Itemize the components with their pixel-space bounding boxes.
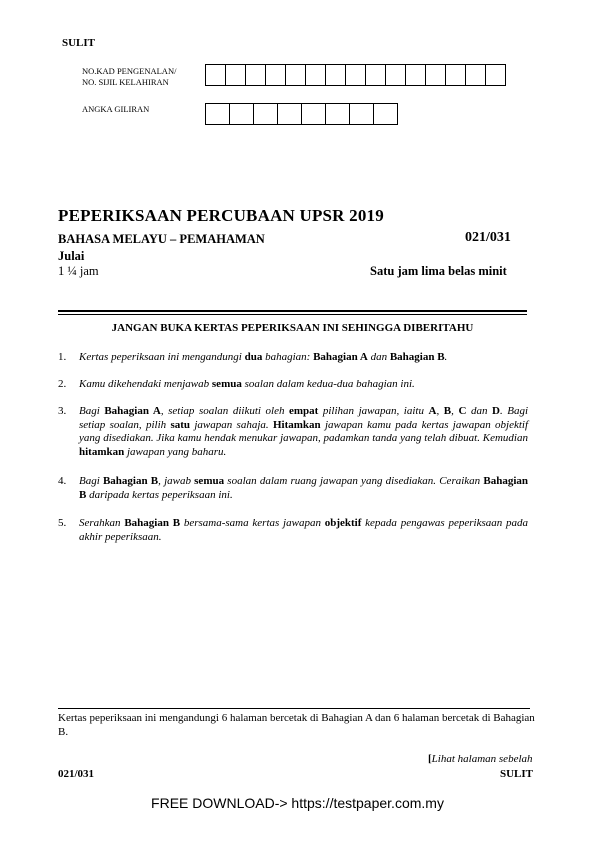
instruction-text: Kertas peperiksaan ini mengandungi dua bahagian: Bahagian A dan Bahagian B. [79,351,448,363]
id-box[interactable] [325,64,346,86]
id-box[interactable] [485,64,506,86]
turn-box[interactable] [349,103,374,125]
instruction-text: Serahkan Bahagian B bersama-sama kertas jawapan objektif kepada pengawas peperiksaan pada akhir peperiksaan. [79,517,529,543]
turn-box[interactable] [301,103,326,125]
instruction-number: 4. [58,475,67,487]
exam-duration: 1 ¼ jam [58,264,99,278]
turn-number-boxes[interactable] [206,103,398,125]
id-box[interactable] [365,64,386,86]
instruction-item [58,351,528,365]
id-box[interactable] [245,64,266,86]
id-box[interactable] [305,64,326,86]
turn-page-note [428,753,533,765]
exam-month: Julai [58,249,85,263]
id-box[interactable] [445,64,466,86]
page-count-note: Kertas peperiksaan ini mengandungi 6 halaman bercetak di Bahagian A dan 6 halaman bercetak di Bahagian B. [58,712,535,738]
download-link[interactable]: FREE DOWNLOAD-> https://testpaper.com.my [151,795,444,811]
turn-box[interactable] [277,103,302,125]
id-box[interactable] [285,64,306,86]
turn-number-label: ANGKA GILIRAN [82,104,150,114]
instruction-text: Bagi Bahagian B, jawab semua soalan dalam ruang jawapan yang disediakan. Ceraikan Bahagian B daripada kertas peperiksaan ini. [79,475,528,501]
instruction-text: Kamu dikehendaki menjawab semua soalan dalam kedua-dua bahagian ini. [79,378,415,390]
classification-top: SULIT [62,37,96,49]
instruction-number: 5. [58,517,67,529]
id-box[interactable] [465,64,486,86]
footer-divider [58,708,530,709]
divider-thin [58,314,527,315]
classification-bottom: SULIT [500,768,534,780]
instruction-item [58,517,528,544]
id-box[interactable] [205,64,226,86]
instruction-number: 3. [58,405,67,417]
turn-bracket: [ [428,753,432,765]
id-label-line1: NO.KAD PENGENALAN/ [82,66,177,76]
id-box[interactable] [225,64,246,86]
turn-box[interactable] [253,103,278,125]
instruction-text: Bagi Bahagian A, setiap soalan diikuti oleh empat pilihan jawapan, iaitu A, B, C dan D. Bagi setiap soalan, pilih satu jawapan sahaja. Hitamkan jawapan kamu pada kertas jawapan objektif yang disediakan. Jika kamu hendak menukar jawapan, padamkan tanda yang telah dibuat. Kemudian hitamkan jawapan yang baharu. [79,405,529,458]
instruction-number: 1. [58,351,67,363]
turn-box[interactable] [373,103,398,125]
turn-box[interactable] [325,103,350,125]
instruction-item [58,475,528,502]
turn-page-text: Lihat halaman sebelah [431,753,533,765]
instruction-number: 2. [58,378,67,390]
exam-code: 021/031 [465,230,511,245]
exam-subject: BAHASA MELAYU – PEMAHAMAN [58,232,265,246]
id-box[interactable] [385,64,406,86]
footer-code: 021/031 [58,768,95,780]
instruction-item [58,405,528,459]
id-box[interactable] [265,64,286,86]
warning-text: JANGAN BUKA KERTAS PEPERIKSAAN INI SEHINGGA DIBERITAHU [111,322,474,334]
turn-box[interactable] [205,103,230,125]
divider-thick [58,310,527,312]
turn-box[interactable] [229,103,254,125]
id-box[interactable] [345,64,366,86]
exam-duration-words: Satu jam lima belas minit [370,264,507,278]
exam-title: PEPERIKSAAN PERCUBAAN UPSR 2019 [58,206,384,225]
id-number-boxes[interactable] [206,64,506,86]
id-box[interactable] [425,64,446,86]
instruction-item [58,378,528,392]
id-box[interactable] [405,64,426,86]
id-label-line2: NO. SIJIL KELAHIRAN [82,77,169,87]
id-number-label [82,66,176,88]
